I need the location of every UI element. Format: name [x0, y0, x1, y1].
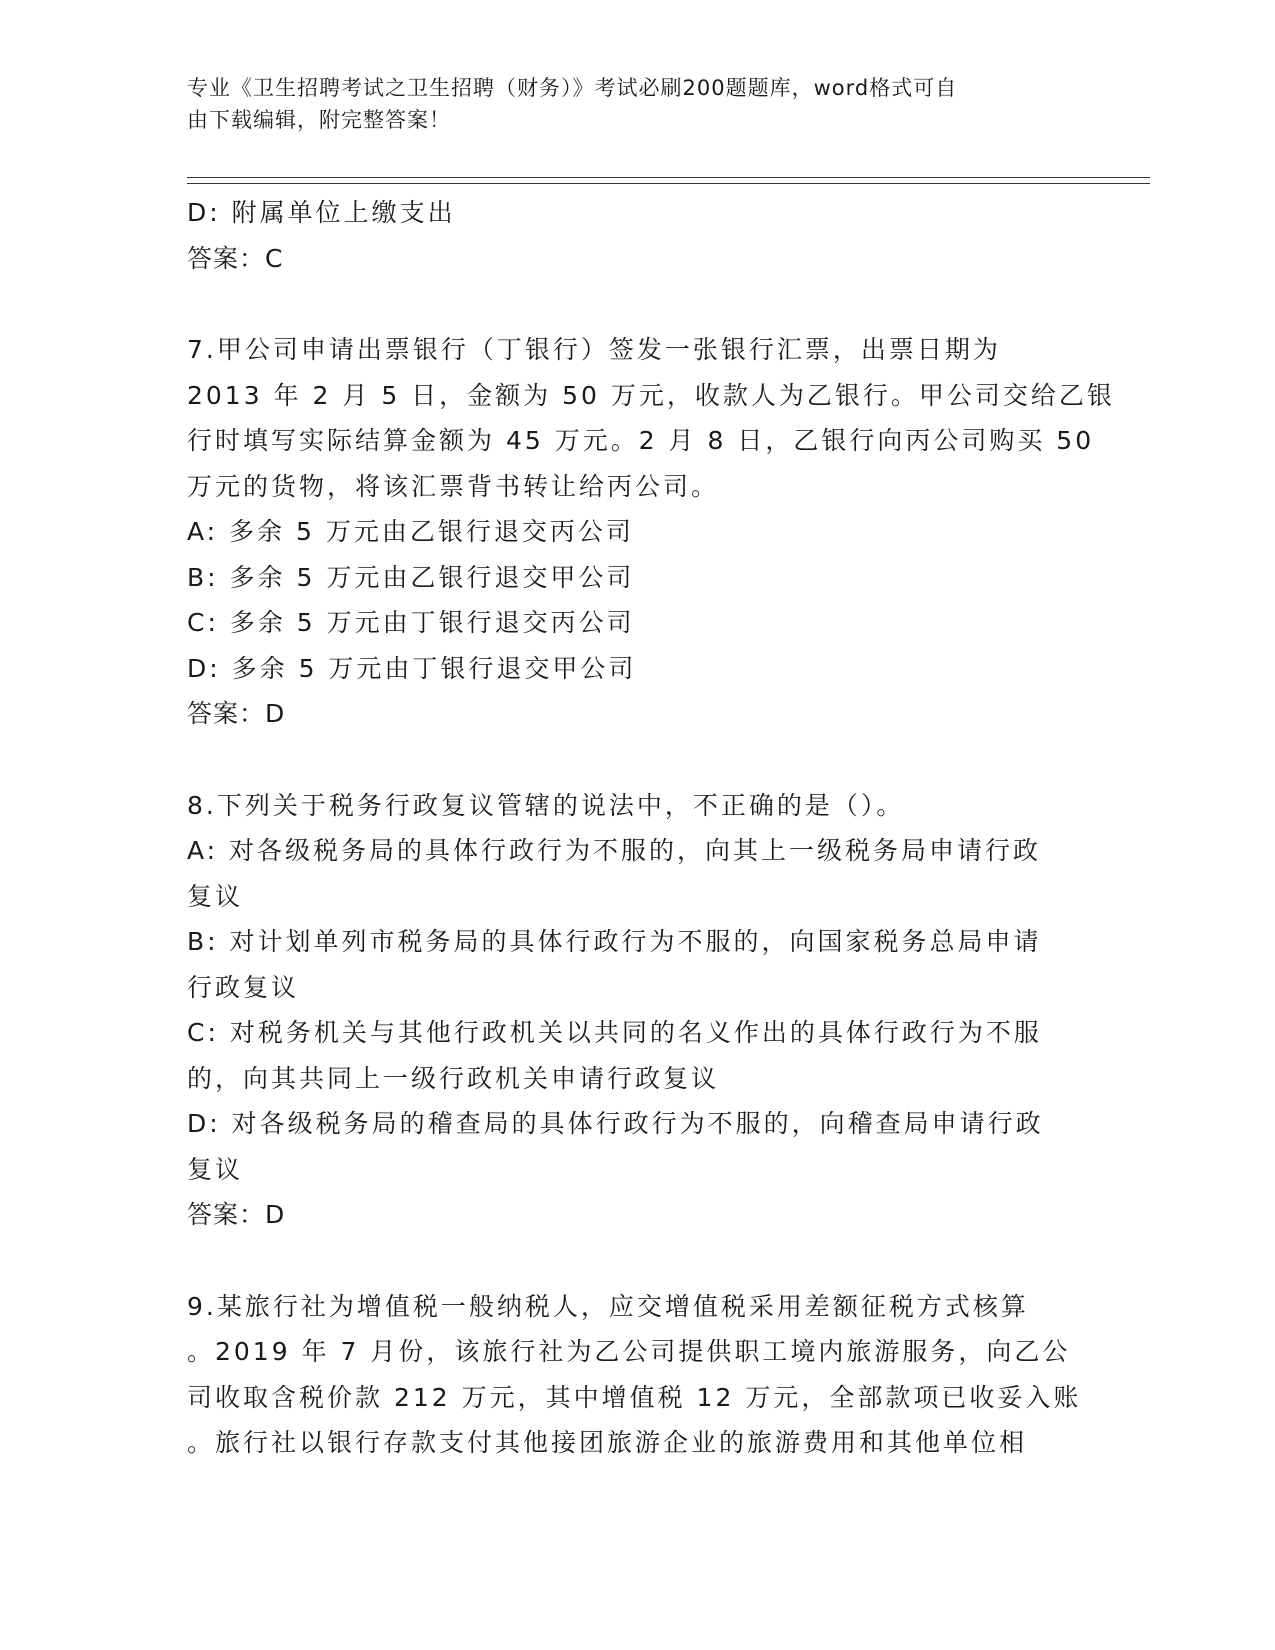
spacer	[187, 737, 1087, 783]
option-d: D: 多余 5 万元由丁银行退交甲公司	[187, 653, 637, 683]
question-stem-line: 司收取含税价款 212 万元，其中增值税 12 万元，全部款项已收妥入账	[187, 1382, 1082, 1412]
option-c-continued: 的，向其共同上一级行政机关申请行政复议	[187, 1063, 720, 1093]
answer: 答案：C	[187, 243, 284, 273]
document-body	[187, 190, 1115, 1466]
question-stem-line: 行时填写实际结算金额为 45 万元。2 月 8 日，乙银行向丙公司购买 50	[187, 426, 1095, 455]
option-b: B: 多余 5 万元由乙银行退交甲公司	[187, 562, 635, 592]
answer: 答案：D	[187, 699, 286, 728]
header-divider	[187, 177, 1150, 184]
option-b: B: 对计划单列市税务局的具体行政行为不服的，向国家税务总局申请	[187, 927, 1042, 956]
previous-question-tail	[187, 190, 1087, 281]
question-stem-line: 9.某旅行社为增值税一般纳税人，应交增值税采用差额征税方式核算	[187, 1291, 1029, 1321]
question-stem-line: 2013 年 2 月 5 日，金额为 50 万元，收款人为乙银行。甲公司交给乙银	[187, 380, 1115, 410]
question-stem: 8.下列关于税务行政复议管辖的说法中，不正确的是（）。	[187, 790, 905, 820]
question-9	[187, 1284, 1087, 1466]
option-a-continued: 复议	[187, 881, 244, 911]
option-d: D: 对各级税务局的稽查局的具体行政行为不服的，向稽查局申请行政	[187, 1109, 1044, 1138]
option-a: A: 多余 5 万元由乙银行退交丙公司	[187, 517, 634, 546]
question-stem-line: 万元的货物，将该汇票背书转让给丙公司。	[187, 471, 720, 501]
question-7	[187, 327, 1115, 737]
option-d-continued: 复议	[187, 1154, 244, 1184]
answer: 答案：D	[187, 1200, 286, 1229]
header-line-2: 由下载编辑，附完整答案！	[187, 108, 451, 132]
option-c: C: 对税务机关与其他行政机关以共同的名义作出的具体行政行为不服	[187, 1018, 1042, 1047]
question-8	[187, 783, 1087, 1238]
question-stem-line: 。2019 年 7 月份，该旅行社为乙公司提供职工境内旅游服务，向乙公	[187, 1337, 1071, 1366]
question-stem-line: 7.甲公司申请出票银行（丁银行）签发一张银行汇票，出票日期为	[187, 335, 1001, 364]
option-b-continued: 行政复议	[187, 972, 300, 1002]
option-d: D: 附属单位上缴支出	[187, 198, 456, 227]
question-stem-line: 。旅行社以银行存款支付其他接团旅游企业的旅游费用和其他单位相	[187, 1428, 1028, 1457]
spacer	[187, 1238, 1087, 1284]
header-line-1: 专业《卫生招聘考试之卫生招聘（财务）》考试必刷200题题库，word格式可自	[187, 76, 958, 100]
spacer	[187, 281, 1087, 327]
option-a: A: 对各级税务局的具体行政行为不服的，向其上一级税务局申请行政	[187, 836, 1042, 865]
page-header	[187, 72, 1087, 136]
option-c: C: 多余 5 万元由丁银行退交丙公司	[187, 608, 635, 637]
